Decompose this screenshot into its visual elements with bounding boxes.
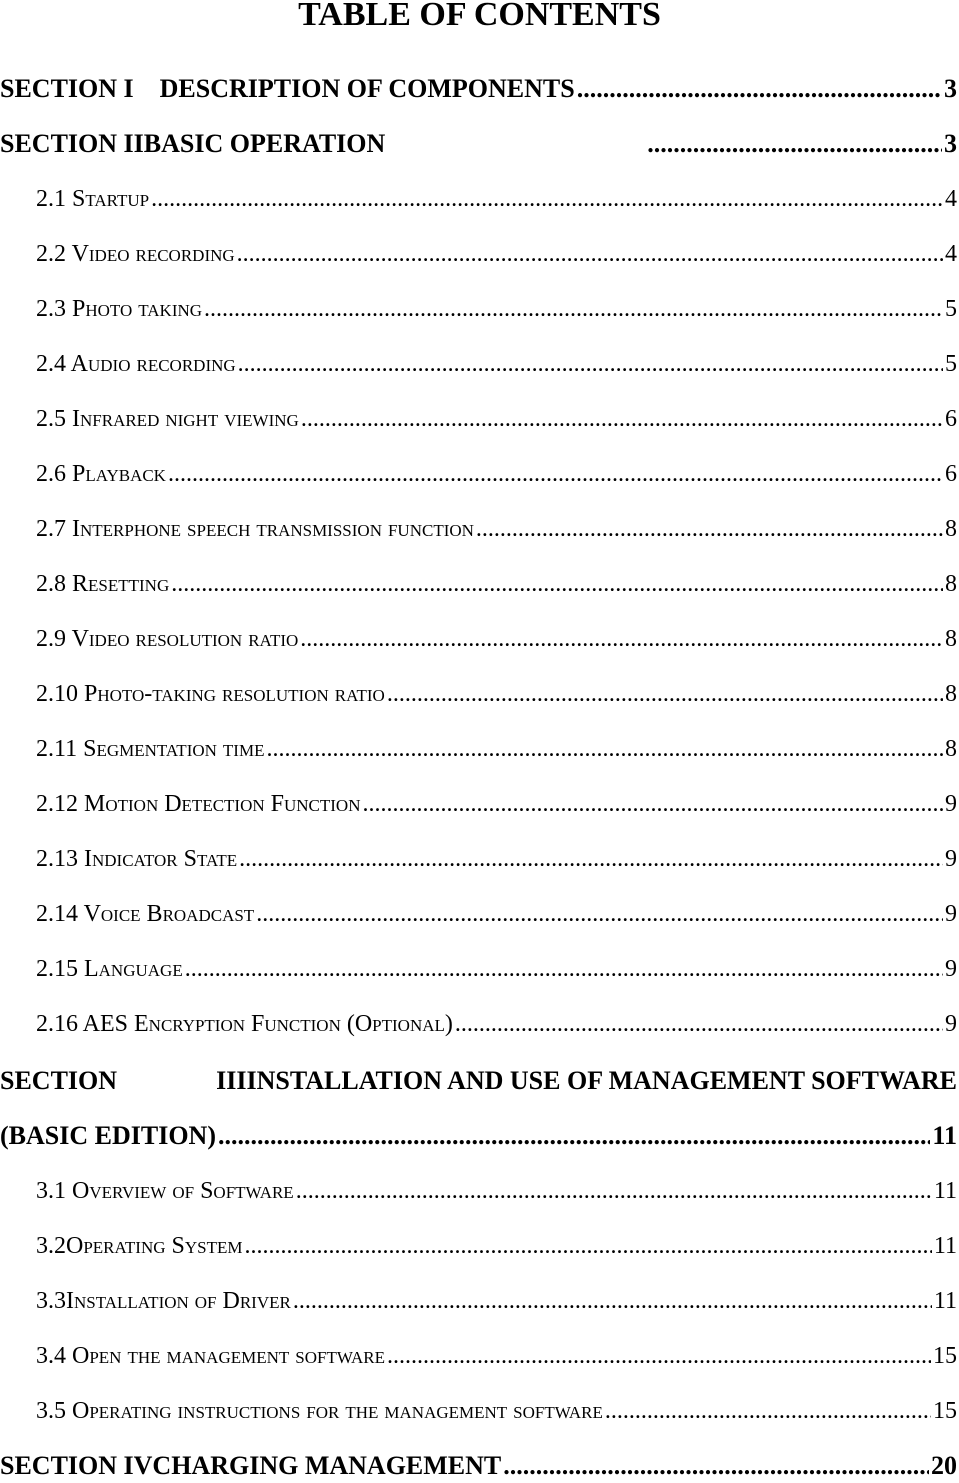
dot-leader — [300, 622, 943, 656]
dot-leader — [387, 677, 943, 711]
toc-entry-page: 9 — [945, 791, 957, 817]
dot-leader — [244, 1229, 931, 1263]
toc-entry-label-part: SECTION — [0, 1066, 118, 1095]
dot-leader — [605, 1394, 931, 1428]
toc-entry-page: 8 — [945, 626, 957, 652]
toc-entry-2-9[interactable] — [36, 622, 957, 656]
toc-entry-2-8[interactable] — [36, 567, 957, 601]
toc-entry-page: 15 — [933, 1398, 957, 1424]
toc-entry-2-15[interactable] — [36, 952, 957, 986]
toc-entry-label: 2.10 Photo-taking resolution ratio — [36, 681, 385, 707]
toc-entry-label: 3.4 Open the management software — [36, 1343, 385, 1369]
dot-leader — [237, 237, 943, 271]
dot-leader — [647, 127, 942, 161]
dot-leader — [266, 732, 943, 766]
toc-entry-2-13[interactable] — [36, 842, 957, 876]
toc-entry-2-12[interactable] — [36, 787, 957, 821]
toc-entry-label: 2.13 Indicator State — [36, 846, 238, 872]
toc-entry-page: 11 — [932, 1121, 957, 1150]
toc-entry-label-part: IIIINSTALLATION AND USE OF MANAGEMENT SOFTWARE — [216, 1066, 957, 1095]
toc-entry-2-5[interactable] — [36, 402, 957, 436]
toc-entry-section-1[interactable] — [0, 72, 957, 106]
toc-entry-3-1[interactable] — [36, 1174, 957, 1208]
toc-entry-label: 3.2Operating System — [36, 1233, 243, 1259]
dot-leader — [185, 952, 943, 986]
dot-leader — [387, 1339, 931, 1373]
toc-entry-section-2[interactable] — [0, 127, 957, 161]
toc-entry-label: 2.9 Video resolution ratio — [36, 626, 299, 652]
toc-entry-page: 5 — [945, 351, 957, 377]
toc-entry-label: 2.12 Motion Detection Function — [36, 791, 361, 817]
toc-entry-label: 3.5 Operating instructions for the management software — [36, 1398, 603, 1424]
toc-entry-2-14[interactable] — [36, 897, 957, 931]
dot-leader — [476, 512, 943, 546]
toc-entry-page: 3 — [944, 74, 957, 103]
dot-leader — [296, 1174, 932, 1208]
toc-entry-label: SECTION I DESCRIPTION OF COMPONENTS — [0, 74, 575, 103]
toc-entry-label: 2.2 Video recording — [36, 241, 235, 267]
toc-entry-label: 2.7 Interphone speech transmission function — [36, 516, 474, 542]
toc-entry-label: SECTION IIBASIC OPERATION — [0, 129, 386, 158]
toc-entry-3-4[interactable] — [36, 1339, 957, 1373]
dot-leader — [168, 457, 943, 491]
dot-leader — [256, 897, 943, 931]
toc-entry-section-3-cont[interactable] — [0, 1119, 957, 1153]
dot-leader — [293, 1284, 932, 1318]
toc-entry-2-7[interactable] — [36, 512, 957, 546]
toc-entry-label: 3.1 Overview of Software — [36, 1178, 294, 1204]
toc-entry-label: 2.11 Segmentation time — [36, 736, 265, 762]
toc-entry-3-2[interactable] — [36, 1229, 957, 1263]
dot-leader — [151, 182, 943, 216]
toc-entry-2-1[interactable] — [36, 182, 957, 216]
toc-entry-page: 8 — [945, 681, 957, 707]
toc-entry-3-3[interactable] — [36, 1284, 957, 1318]
toc-entry-page: 9 — [945, 846, 957, 872]
toc-entry-page: 15 — [933, 1343, 957, 1369]
toc-entry-page: 4 — [945, 186, 957, 212]
toc-entry-label: 2.8 Resetting — [36, 571, 170, 597]
toc-entry-label: 2.3 Photo taking — [36, 296, 203, 322]
toc-entry-label: 2.4 Audio recording — [36, 351, 236, 377]
toc-entry-page: 8 — [945, 571, 957, 597]
toc-entry-label: 2.6 Playback — [36, 461, 166, 487]
toc-entry-page: 11 — [933, 1233, 957, 1259]
toc-entry-page: 20 — [931, 1451, 957, 1480]
toc-entry-2-10[interactable] — [36, 677, 957, 711]
toc-entry-2-16[interactable] — [36, 1007, 957, 1041]
toc-entry-label: SECTION IVCHARGING MANAGEMENT — [0, 1451, 502, 1480]
dot-leader — [362, 787, 943, 821]
toc-entry-page: 6 — [945, 461, 957, 487]
dot-leader — [577, 72, 942, 106]
toc-entry-page: 8 — [945, 516, 957, 542]
dot-leader — [239, 842, 943, 876]
dot-leader — [238, 347, 943, 381]
toc-entry-2-2[interactable] — [36, 237, 957, 271]
toc-entry-label: 3.3Installation of Driver — [36, 1288, 291, 1314]
toc-entry-page: 11 — [933, 1288, 957, 1314]
toc-entry-page: 8 — [945, 736, 957, 762]
toc-entry-page: 9 — [945, 956, 957, 982]
toc-entry-section-3[interactable] — [0, 1064, 957, 1098]
toc-entry-label: 2.15 Language — [36, 956, 183, 982]
toc-entry-page: 3 — [944, 129, 957, 158]
dot-leader — [455, 1007, 943, 1041]
dot-leader — [218, 1119, 930, 1153]
page-title: TABLE OF CONTENTS — [298, 0, 661, 33]
toc-entry-label: 2.5 Infrared night viewing — [36, 406, 299, 432]
toc-entry-2-11[interactable] — [36, 732, 957, 766]
toc-entry-page: 9 — [945, 1011, 957, 1037]
toc-entry-page: 9 — [945, 901, 957, 927]
toc-entry-page: 4 — [945, 241, 957, 267]
toc-entry-2-3[interactable] — [36, 292, 957, 326]
toc-entry-label: 2.16 AES Encryption Function (Optional) — [36, 1011, 453, 1037]
toc-entry-2-6[interactable] — [36, 457, 957, 491]
toc-entry-label: 2.1 Startup — [36, 186, 150, 212]
toc-entry-3-5[interactable] — [36, 1394, 957, 1428]
toc-entry-page: 6 — [945, 406, 957, 432]
toc-entry-label: 2.14 Voice Broadcast — [36, 901, 255, 927]
dot-leader — [171, 567, 943, 601]
toc-entry-label: (BASIC EDITION) — [0, 1121, 216, 1150]
dot-leader — [301, 402, 943, 436]
toc-entry-2-4[interactable] — [36, 347, 957, 381]
toc-entry-page: 5 — [945, 296, 957, 322]
toc-entry-page: 11 — [933, 1178, 957, 1204]
dot-leader — [204, 292, 943, 326]
